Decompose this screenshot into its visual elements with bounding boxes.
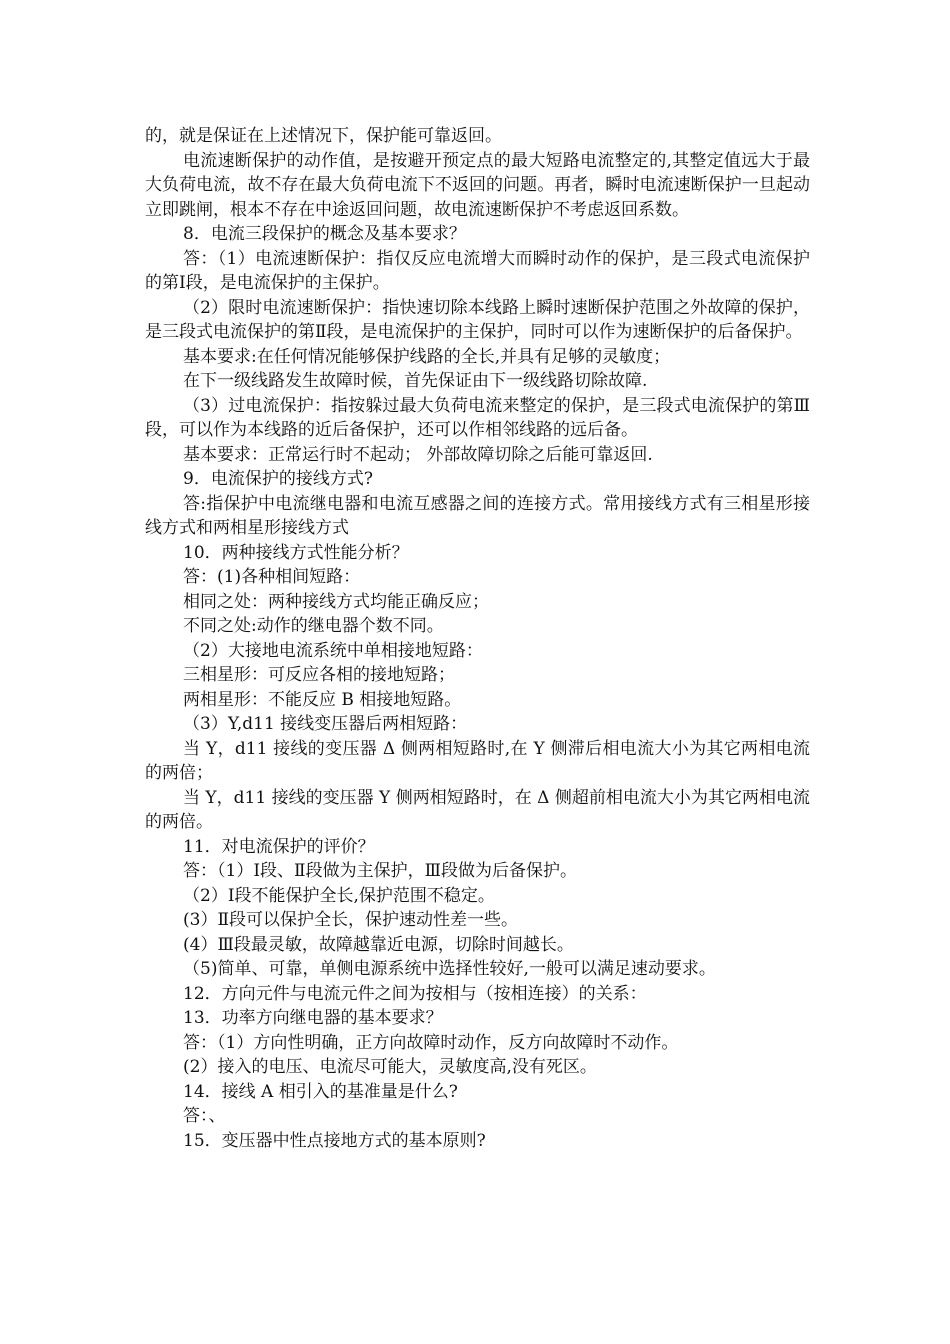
answer-11-part-5: （5)简单、可靠，单侧电源系统中选择性较好,一般可以满足速动要求。	[183, 959, 716, 979]
delta-side-fault: 当 Y，d11 接线的变压器 Δ 侧两相短路时,在 Y 侧滞后相电流大小为其它两相电流的两倍；	[145, 738, 810, 783]
answer-10-part-3: （3）Y,d11 接线变压器后两相短路：	[183, 714, 468, 734]
answer-11-part-3: (3）Ⅱ段可以保护全长，保护速动性差一些。	[183, 910, 519, 930]
answer-8-part-3: （3）过电流保护：指按躲过最大负荷电流来整定的保护，是三段式电流保护的第Ⅲ段，可以作为本线路的近后备保护，还可以作相邻线路的远后备。	[145, 395, 810, 440]
question-11: 11．对电流保护的评价？	[183, 836, 375, 857]
answer-11-part-4: (4）Ⅲ段最灵敏，故障越靠近电源，切除时间越长。	[183, 934, 574, 955]
three-phase-star: 三相星形：可反应各相的接地短路；	[183, 665, 455, 685]
question-12: 12．方向元件与电流元件之间为按相与（按相连接）的关系：	[183, 983, 647, 1004]
answer-13-part-2: (2）接入的电压、电流尽可能大，灵敏度高,没有死区。	[183, 1057, 597, 1077]
answer-10-part-2: （2）大接地电流系统中单相接地短路：	[183, 640, 483, 661]
question-14: 14．接线 A 相引入的基准量是什么?	[183, 1081, 458, 1102]
answer-10-part-1: 答：(1)各种相间短路：	[183, 567, 361, 587]
question-9: 9．电流保护的接线方式?	[183, 469, 373, 489]
answer-13-part-1: 答：（1）方向性明确，正方向故障时动作，反方向故障时不动作。	[183, 1032, 679, 1053]
question-15: 15．变压器中性点接地方式的基本原则?	[183, 1130, 486, 1151]
answer-14: 答：、	[183, 1106, 226, 1126]
answer-11-part-1: 答：（1）Ⅰ段、Ⅱ段做为主保护，Ⅲ段做为后备保护。	[183, 861, 577, 881]
y-side-fault: 当 Y，d11 接线的变压器 Y 侧两相短路时，在 Δ 侧超前相电流大小为其它两相电流的两倍。	[145, 787, 810, 832]
question-8: 8．电流三段保护的概念及基本要求？	[183, 224, 466, 244]
answer-9: 答:指保护中电流继电器和电流互感器之间的连接方式。常用接线方式有三相星形接线方式和两相星形接线方式	[145, 493, 810, 538]
basic-requirement-3: 基本要求：正常运行时不起动； 外部故障切除之后能可靠返回.	[183, 444, 653, 465]
answer-8-part-2: （2）限时电流速断保护：指快速切除本线路上瞬时速断保护范围之外故障的保护，是三段式电流保护的第Ⅱ段，是电流保护的主保护，同时可以作为速断保护的后备保护。	[145, 297, 810, 342]
paragraph-2: 电流速断保护的动作值，是按避开预定点的最大短路电流整定的,其整定值远大于最大负荷电流，故不存在最大负荷电流下不返回的问题。再者，瞬时电流速断保护一旦起动立即跳闸，根本不存在中途返回问题，故电流速断保护不考虑返回系数。	[145, 150, 810, 220]
answer-8-part-1: 答：（1）电流速断保护：指仅反应电流增大而瞬时动作的保护，是三段式电流保护的第Ⅰ段，是电流保护的主保护。	[145, 248, 810, 293]
answer-10-similarity: 相同之处：两种接线方式均能正确反应；	[183, 591, 489, 612]
answer-10-difference: 不同之处:动作的继电器个数不同。	[183, 616, 444, 636]
question-13: 13．功率方向继电器的基本要求？	[183, 1008, 443, 1028]
basic-requirement-1: 基本要求:在任何情况能够保护线路的全长,并具有足够的灵敏度；	[183, 346, 671, 367]
answer-11-part-2: （2）Ⅰ段不能保护全长,保护范围不稳定。	[183, 885, 495, 906]
paragraph-1: 的，就是保证在上述情况下，保护能可靠返回。	[145, 126, 502, 146]
basic-requirement-2: 在下一级线路发生故障时候，首先保证由下一级线路切除故障.	[183, 371, 648, 391]
two-phase-star: 两相星形：不能反应 B 相接地短路。	[183, 689, 462, 710]
question-10: 10．两种接线方式性能分析？	[183, 542, 409, 563]
document-body	[145, 124, 810, 1153]
